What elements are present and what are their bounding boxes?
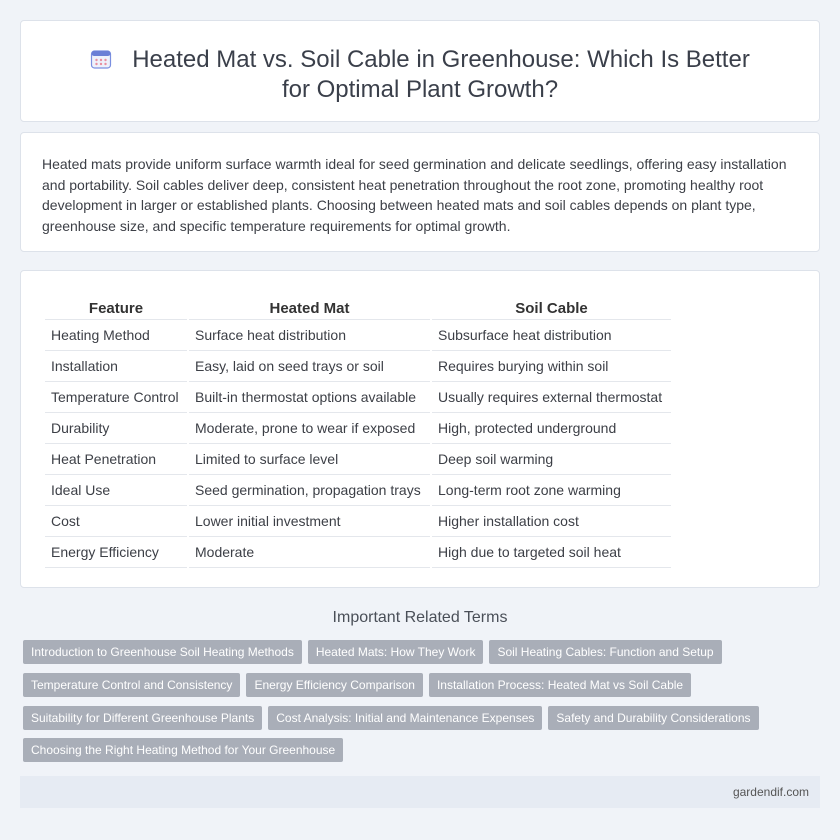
column-header-feature: Feature xyxy=(45,295,187,320)
table-cell: Moderate, prone to wear if exposed xyxy=(189,413,430,444)
table-cell: Subsurface heat distribution xyxy=(432,320,671,351)
table-cell: Lower initial investment xyxy=(189,506,430,537)
column-header-soil-cable: Soil Cable xyxy=(432,295,671,320)
related-term-link[interactable]: Introduction to Greenhouse Soil Heating Methods xyxy=(23,640,302,664)
title-card xyxy=(20,20,820,122)
related-term-link[interactable]: Installation Process: Heated Mat vs Soil Cable xyxy=(429,673,691,697)
table-cell: Seed germination, propagation trays xyxy=(189,475,430,506)
table-cell: Moderate xyxy=(189,537,430,568)
table-cell: Easy, laid on seed trays or soil xyxy=(189,351,430,382)
table-cell: Limited to surface level xyxy=(189,444,430,475)
table-row xyxy=(45,506,671,537)
table-cell: Long-term root zone warming xyxy=(432,475,671,506)
related-term-link[interactable]: Cost Analysis: Initial and Maintenance Expenses xyxy=(268,706,542,730)
tag-row xyxy=(23,706,765,730)
table-cell: Energy Efficiency xyxy=(45,537,187,568)
table-cell: Cost xyxy=(45,506,187,537)
page-title-text: Heated Mat vs. Soil Cable in Greenhouse: Which Is Better for Optimal Plant Growth? xyxy=(132,46,750,103)
table-cell: Heat Penetration xyxy=(45,444,187,475)
table-cell: Deep soil warming xyxy=(432,444,671,475)
table-cell: Surface heat distribution xyxy=(189,320,430,351)
table-row xyxy=(45,413,671,444)
table-row xyxy=(45,537,671,568)
related-term-link[interactable]: Safety and Durability Considerations xyxy=(548,706,758,730)
related-term-link[interactable]: Temperature Control and Consistency xyxy=(23,673,240,697)
table-row xyxy=(45,475,671,506)
comparison-table xyxy=(43,295,673,568)
footer xyxy=(20,776,820,808)
related-term-link[interactable]: Choosing the Right Heating Method for Your Greenhouse xyxy=(23,738,343,762)
table-cell: Higher installation cost xyxy=(432,506,671,537)
table-row xyxy=(45,382,671,413)
table-header-row xyxy=(45,295,671,320)
table-cell: High, protected underground xyxy=(432,413,671,444)
intro-card xyxy=(20,132,820,252)
table-row xyxy=(45,320,671,351)
table-row xyxy=(45,351,671,382)
tag-row xyxy=(23,673,697,697)
comparison-table-card xyxy=(20,270,820,588)
related-term-link[interactable]: Soil Heating Cables: Function and Setup xyxy=(489,640,721,664)
table-cell: Installation xyxy=(45,351,187,382)
column-header-heated-mat: Heated Mat xyxy=(189,295,430,320)
related-term-link[interactable]: Energy Efficiency Comparison xyxy=(246,673,423,697)
tag-row xyxy=(23,640,728,664)
table-cell: Durability xyxy=(45,413,187,444)
footer-site-name[interactable]: gardendif.com xyxy=(732,785,809,799)
table-cell: Built-in thermostat options available xyxy=(189,382,430,413)
table-row xyxy=(45,444,671,475)
calendar-icon xyxy=(90,48,112,70)
related-term-link[interactable]: Suitability for Different Greenhouse Plants xyxy=(23,706,262,730)
table-cell: High due to targeted soil heat xyxy=(432,537,671,568)
table-cell: Temperature Control xyxy=(45,382,187,413)
page-title xyxy=(21,45,819,105)
table-cell: Usually requires external thermostat xyxy=(432,382,671,413)
tag-row xyxy=(23,738,349,762)
table-cell: Requires burying within soil xyxy=(432,351,671,382)
table-cell: Heating Method xyxy=(45,320,187,351)
related-term-link[interactable]: Heated Mats: How They Work xyxy=(308,640,484,664)
intro-paragraph: Heated mats provide uniform surface warmth ideal for seed germination and delicate seedlings, offering easy installation and portability. Soil cables deliver deep, consistent heat penetration throughout the root zone, promoting healthy root development in larger or established plants. Choosing between heated mats and soil cables depends on plant type, greenhouse size, and specific temperature requirements for optimal growth. xyxy=(42,156,787,234)
table-cell: Ideal Use xyxy=(45,475,187,506)
related-terms-heading: Important Related Terms xyxy=(332,609,508,626)
